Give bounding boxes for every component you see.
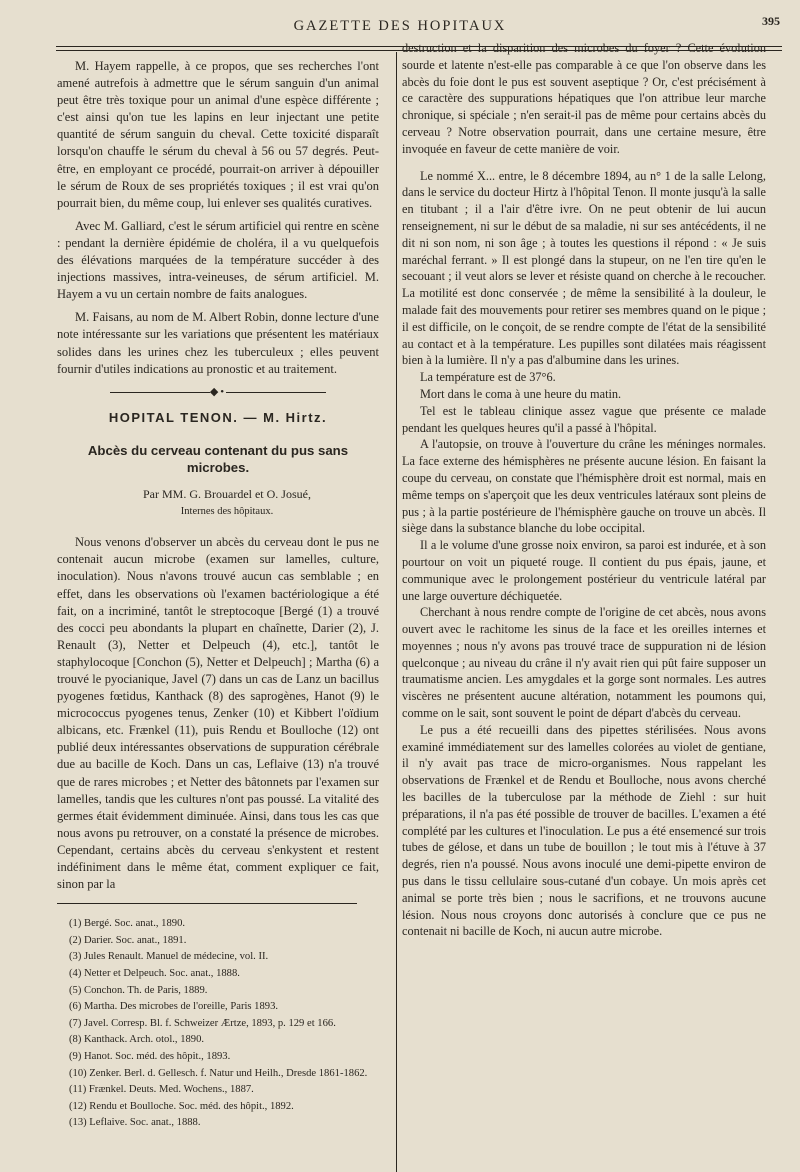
paragraph: Avec M. Galliard, c'est le sérum artificiel qui rentre en scène : pendant la dernière épidémie de choléra, il a vu quelquefois des élévations marquées de la température succéder à des injections massives, intra-veineuses, de sérum artificiel. M. Hayem a vu un certain nombre de faits analogues.: [57, 218, 379, 302]
left-column: [57, 58, 379, 1132]
paragraph: Il a le volume d'une grosse noix environ, sa paroi est indurée, et à son pourtour on voit un piqueté rouge. Il contient du pus épais, jaune, et communique avec le prolongement postérieur du ventricule latéral par une large ouverture déchiquetée.: [402, 538, 766, 603]
footnote: (11) Frænkel. Deuts. Med. Wochens., 1887.: [69, 1084, 254, 1096]
section-title: HOPITAL TENON. — M. Hirtz.: [108, 409, 328, 425]
footnote: (9) Hanot. Soc. méd. des hôpit., 1893.: [69, 1050, 231, 1062]
affiliation: Internes des hôpitaux.: [180, 506, 274, 518]
footnote: (5) Conchon. Th. de Paris, 1889.: [69, 984, 208, 996]
paragraph: Le nommé X... entre, le 8 décembre 1894, au n° 1 de la salle Lelong, dans le service du docteur Hirtz à l'hôpital Tenon. Il monte jusqu'à la salle en titubant ; il a l'air d'être ivre. On ne peut obtenir de lui aucun renseignement, ni sur le début de sa maladie, ni sur ses antécédents, il ne dit ni son nom, ni son âge ; à toutes les questions il répond : « Je suis maréchal ferrant. » Il est plongé dans la stupeur, on ne l'en tire qu'en le secouant ; il veut alors se lever et résiste quand on cherche à le recoucher. La motilité est donc conservée ; de même la sensibilité à la douleur, le malade fait des mouvements pour retirer ses membres quand on le pique ; il est difficile, on le conçoit, de se rendre compte de l'état de la sensibilité au contact et à la température. Les pupilles sont dilatées mais réagissent bien à la lumière. Il n'y a pas d'albumine dans les urines.: [402, 168, 766, 368]
footnote: (12) Rendu et Boulloche. Soc. méd. des hôpit., 1892.: [69, 1100, 294, 1112]
paragraph: M. Hayem rappelle, à ce propos, que ses recherches l'ont amené autrefois à admettre que le sérum sanguin d'un animal peut être très toxique pour un animal d'une espèce différente ; c'est ainsi qu'on tue les lapins en leur injectant une petite quantité de sérum sanguin du cheval. Cette toxicité disparaît lorsqu'on chauffe le sérum du cheval à 56 ou 57 degrés. Peut-être, en employant ce procédé, pourrait-on arriver à dépouiller le sérum de Roux de ses propriétés toxiques ; il est vrai qu'on pourrait bien, du même coup, lui enlever ses qualités curatives.: [57, 59, 379, 210]
paragraph: Le pus a été recueilli dans des pipettes stérilisées. Nous avons examiné immédiatement sur des lamelles colorées au violet de gentiane, il n'y avait pas trace de micro-organismes. Nous rappelant les observations de Frænkel et de Rendu et Boulloche, nous avons cherché les bacilles de la tuberculose par la méthode de Ziehl : sur huit préparations, il n'a pas été possible de trouver de bacilles. L'examen a été complété par les cultures et l'inoculation. Le pus a été ensemencé sur trois tubes de gélose, et dans un tube de bouillon ; le tout mis à l'étuve à 37 degrés, rien n'a poussé. Nous avons inoculé une demi-pipette environ de pus dans le tissu cellulaire sous-cutané d'un cobaye. Un mois après cet animal se porte très bien ; nous le sacrifions, et ne trouvons aucune lésion. Nous nous croyons donc autorisés à conclure que ce pus ne contenait ni bacille de Koch, ni aucun autre microbe.: [402, 722, 766, 939]
footnote: (8) Kanthack. Arch. otol., 1890.: [69, 1034, 205, 1046]
footnote: (13) Leflaive. Soc. anat., 1888.: [69, 1117, 201, 1129]
paragraph: La température est de 37°6.: [420, 370, 556, 385]
right-column: [402, 40, 766, 940]
footnote: (6) Martha. Des microbes de l'oreille, Paris 1893.: [69, 1001, 279, 1013]
journal-title: GAZETTE DES HOPITAUX: [293, 18, 507, 34]
section-ornament: ◆•: [57, 384, 379, 401]
paragraph: A l'autopsie, on trouve à l'ouverture du crâne les méninges normales. La face externe des hémisphères ne présente aucune lésion. En faisant la coupe du cerveau, on constate que l'hémisphère droit est normal, mais en même temps on s'aperçoit que les deux ventricules latéraux sont pleins de pus ; à la partie postérieure de l'hémisphère gauche on trouve un abcès. Il siège dans la substance blanche du lobe occipital.: [402, 437, 766, 536]
paragraph: Mort dans le coma à une heure du matin.: [420, 386, 622, 401]
paragraph: Tel est le tableau clinique assez vague que présente ce malade pendant les quelques heures qu'il a passé à l'hôpital.: [402, 403, 766, 435]
byline: Par MM. G. Brouardel et O. Josué,: [143, 487, 311, 502]
paragraph: M. Faisans, au nom de M. Albert Robin, donne lecture d'une note intéressante sur les variations que présentent les matériaux solides dans les urines chez les tuberculeux ; elles peuvent fournir d'utiles indications au pronostic et au traitement.: [57, 310, 379, 376]
page-number: 395: [762, 14, 780, 28]
footnote: (10) Zenker. Berl. d. Gellesch. f. Natur und Heilh., Dresde 1861-1862.: [69, 1067, 368, 1079]
footnotes: [57, 916, 379, 1132]
footnote: (2) Darier. Soc. anat., 1891.: [69, 934, 187, 946]
paragraph: Nous venons d'observer un abcès du cerveau dont le pus ne contenait aucun microbe (examen sur lamelles, culture, inoculation). Nous n'avons trouvé aucun cas semblable ; en effet, dans les observations où l'examen bactériologique a été fait, on a incriminé, tantôt le streptocoque [Bergé (1) a trouvé des cocci peu abondants la plupart en chaînette, Darier (2), J. Renault (3), Netter et Delpeuch (4), etc.], tantôt le staphylocoque [Conchon (5), Netter et Delpeuch] ; Martha (6) a trouvé le pyocianique, Javel (7) dans un cas de Lanz un bacillus pyogenes fœtidus, Kanthack (8) des saprogènes, Hanot (9) le micrococcus pyogenes tenus, Zenker (10) et Kibbert l'oïdium albicans, etc. Frænkel (11), puis Rendu et Boulloche (12) ont publié deux intéressantes observations de suppuration cérébrale due au bacille de Koch. Dans un cas, Leflaive (13) n'a trouvé que de rares microbes ; et Netter des bâtonnets par l'examen sur lamelles, tandis que les cultures n'ont pas poussé. La vitalité des germes était évidemment diminuée. Ainsi, dans tous les cas que nous avons pu retrouver, on a constaté la présence de microbes. Cependant, certains abcès du cerveau s'enkystent et restent indéfiniment dans le même état, comment expliquer ce fait, sinon par la: [57, 535, 379, 892]
footnote: (3) Jules Renault. Manuel de médecine, vol. II.: [69, 951, 269, 963]
paragraph: Cherchant à nous rendre compte de l'origine de cet abcès, nous avons ouvert avec le rachitome les sinus de la face et les oreilles internes et moyennes ; nous n'y avons pas trouvé trace de suppuration ni de lésion quelconque ; au niveau du crâne il n'y avait rien qui pût faire supposer un traumatisme ancien. Les amygdales et la gorge sont normales. Les autres viscères ne présentent aucune altération, notamment les poumons qui, comme on le sait, sont souvent le point de départ d'abcès du cerveau.: [402, 605, 766, 721]
footnote-rule: [57, 903, 357, 904]
article-title: Abcès du cerveau contenant du pus sans microbes.: [87, 442, 349, 475]
footnote: (4) Netter et Delpeuch. Soc. anat., 1888.: [69, 968, 240, 979]
footnote: (1) Bergé. Soc. anat., 1890.: [69, 918, 186, 930]
paragraph: destruction et la disparition des microbes du foyer ? Cette évolution sourde et latente n'est-elle pas comparable à ce que l'on observe dans les abcès du foie dont le pus est souvent aseptique ? Or, c'est précisément à ce caractère des suppurations hépatiques que l'on attribue leur marche chronique, si spéciale ; n'en serait-il pas de même pour certains abcès du cerveau ? Notre observation pourrait, dans une certaine mesure, être invoquée en faveur de cette manière de voir.: [402, 41, 766, 156]
column-divider: [396, 52, 397, 1172]
footnote: (7) Javel. Corresp. Bl. f. Schweizer Ærtze, 1893, p. 129 et 166.: [69, 1017, 336, 1029]
